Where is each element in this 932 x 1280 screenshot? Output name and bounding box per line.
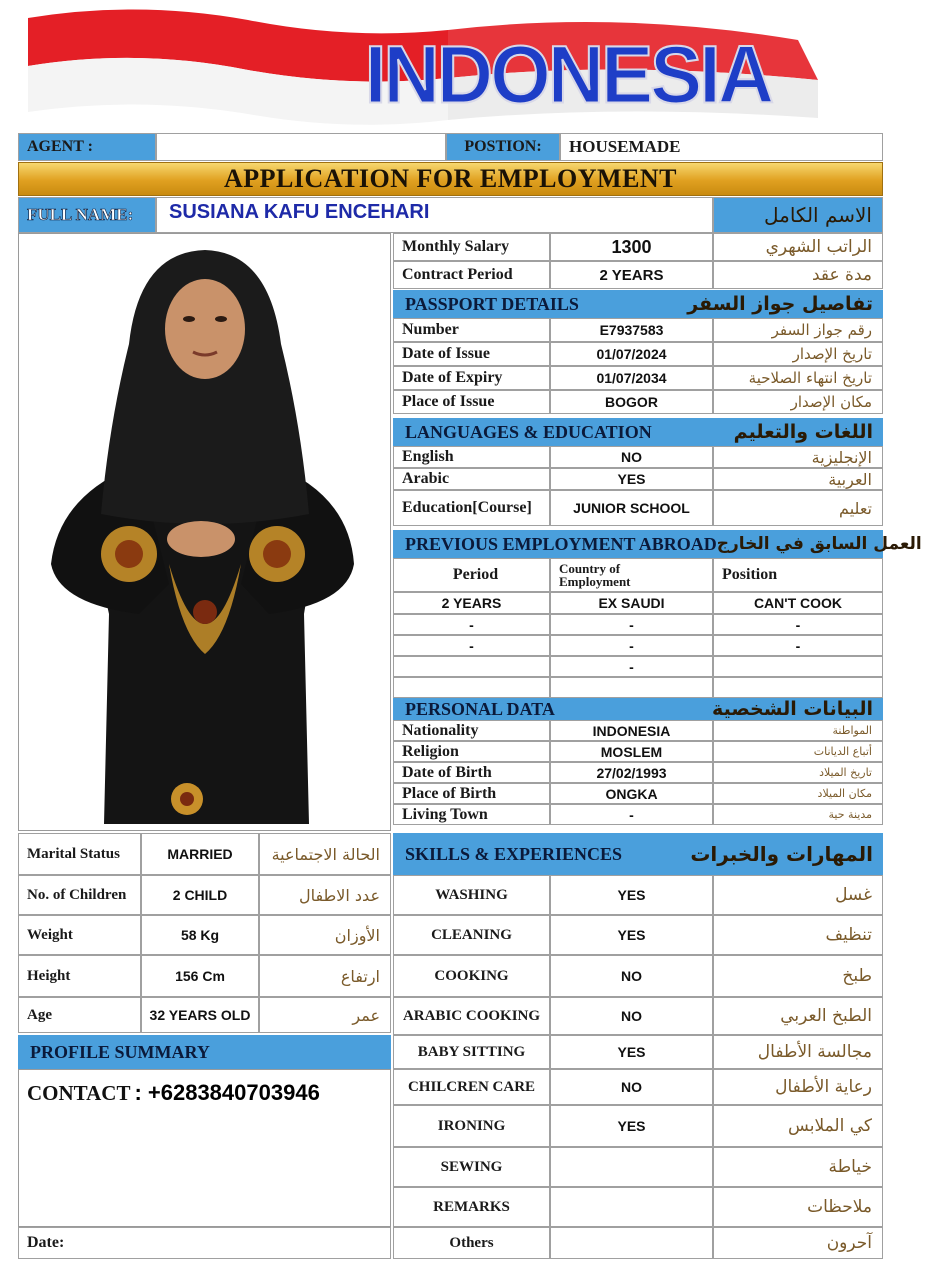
detail-value-0: MARRIED	[167, 846, 233, 862]
position-field[interactable]	[560, 133, 883, 161]
personal-arabic-1-cell	[713, 741, 883, 762]
passport-value-0-cell[interactable]	[550, 318, 713, 342]
agent-label-cell	[18, 133, 156, 161]
contract-value-1-cell[interactable]	[550, 261, 713, 289]
personal-value-0-cell[interactable]	[550, 720, 713, 741]
position-value: HOUSEMADE	[569, 137, 681, 156]
country-title: INDONESIA	[364, 27, 772, 121]
personal-arabic-4: مدينة حية	[828, 808, 872, 821]
previous-title-arabic: العمل السابق في الخارج	[716, 534, 922, 554]
skill-value-8-cell[interactable]	[550, 1187, 713, 1227]
profile-summary-header	[18, 1035, 391, 1069]
header-banner	[18, 0, 884, 130]
skill-arabic-1-cell	[713, 915, 883, 955]
passport-label-1-cell	[393, 342, 550, 366]
passport-value-1-cell[interactable]	[550, 342, 713, 366]
previous-row-3-col-2-cell[interactable]	[713, 656, 883, 677]
skill-label-0: WASHING	[435, 886, 508, 903]
skill-arabic-6: كي الملابس	[788, 1116, 872, 1136]
skill-value-1: YES	[617, 927, 646, 943]
detail-arabic-2: الأوزان	[334, 925, 380, 945]
skill-label-5: CHILCREN CARE	[407, 1078, 536, 1095]
previous-header-0: Period	[452, 566, 499, 583]
personal-value-2: 27/02/1993	[596, 764, 667, 781]
detail-arabic-0: الحالة الاجتماعية	[271, 844, 380, 864]
skill-label-1: CLEANING	[431, 926, 512, 943]
detail-label-1: No. of Children	[27, 886, 127, 903]
previous-row-2-col-2: -	[795, 637, 801, 654]
skill-value-9-cell[interactable]	[550, 1227, 713, 1259]
personal-arabic-3-cell	[713, 783, 883, 804]
skill-value-0: YES	[617, 887, 646, 903]
full-name-arabic: الاسم الكامل	[763, 203, 872, 227]
previous-row-2-col-1-cell[interactable]	[550, 635, 713, 656]
date-label: Date:	[27, 1234, 65, 1251]
skill-label-7: SEWING	[440, 1158, 503, 1175]
agent-field[interactable]	[156, 133, 446, 161]
personal-label-3: Place of Birth	[402, 784, 497, 802]
contract-arabic-0-cell	[713, 233, 883, 261]
application-title-bar	[18, 162, 883, 196]
skill-arabic-2-cell	[713, 955, 883, 997]
skill-label-4: BABY SITTING	[417, 1043, 526, 1060]
detail-value-1: 2 CHILD	[172, 887, 228, 903]
personal-value-4: -	[629, 806, 634, 823]
detail-value-3: 156 Cm	[175, 968, 225, 984]
language-label-1: Arabic	[402, 470, 450, 487]
personal-value-1: MOSLEM	[600, 743, 663, 760]
skill-value-1-cell[interactable]	[550, 915, 713, 955]
previous-title: PREVIOUS EMPLOYMENT ABROAD	[405, 533, 717, 554]
contract-value-0: 1300	[611, 236, 652, 257]
skill-label-2: COOKING	[434, 967, 509, 984]
personal-value-3-cell[interactable]	[550, 783, 713, 804]
personal-arabic-2: تاريخ الميلاد	[819, 766, 872, 779]
skill-label-6-cell	[393, 1105, 550, 1147]
skill-label-7-cell	[393, 1147, 550, 1187]
personal-label-2: Date of Birth	[402, 763, 492, 781]
skill-value-2: NO	[621, 968, 642, 984]
agent-label: AGENT :	[27, 138, 93, 155]
skill-value-3: NO	[621, 1008, 642, 1024]
detail-arabic-1: عدد الاطفال	[298, 885, 380, 905]
skills-section-header	[393, 833, 883, 875]
full-name-label: FULL NAME:	[27, 205, 134, 224]
previous-row-1-col-2-cell[interactable]	[713, 614, 883, 635]
skill-arabic-9-cell	[713, 1227, 883, 1259]
passport-title: PASSPORT DETAILS	[405, 293, 579, 314]
detail-label-0: Marital Status	[27, 845, 120, 862]
previous-row-2-col-2-cell[interactable]	[713, 635, 883, 656]
languages-title-arabic: اللغات والتعليم	[733, 421, 873, 443]
passport-label-1: Date of Issue	[402, 345, 490, 362]
previous-row-4-col-2-cell[interactable]	[713, 677, 883, 698]
contact-label: CONTACT	[27, 1081, 131, 1105]
language-arabic-1-cell	[713, 468, 883, 490]
previous-row-2-col-0-cell[interactable]	[393, 635, 550, 656]
date-field[interactable]	[18, 1227, 391, 1259]
language-label-1-cell	[393, 468, 550, 490]
skill-arabic-5: رعاية الأطفال	[775, 1077, 872, 1097]
personal-value-0: INDONESIA	[592, 722, 671, 739]
profile-summary-box	[18, 1069, 391, 1227]
previous-row-0-col-2: CAN'T COOK	[753, 595, 843, 611]
skill-arabic-5-cell	[713, 1069, 883, 1105]
passport-value-3: BOGOR	[605, 394, 658, 410]
full-name-value: SUSIANA KAFU ENCEHARI	[169, 201, 430, 223]
detail-label-2: Weight	[27, 926, 73, 943]
passport-label-2-cell	[393, 366, 550, 390]
skill-arabic-6-cell	[713, 1105, 883, 1147]
language-value-0-cell[interactable]	[550, 446, 713, 468]
previous-row-0-col-2-cell[interactable]	[713, 592, 883, 614]
detail-arabic-4: عمر	[352, 1005, 380, 1025]
passport-arabic-0-cell	[713, 318, 883, 342]
passport-value-0: E7937583	[599, 322, 664, 338]
language-arabic-0: الإنجليزية	[811, 447, 872, 467]
skill-label-8: REMARKS	[433, 1198, 510, 1215]
contract-arabic-0: الراتب الشهري	[765, 237, 872, 257]
previous-row-3-col-1: -	[629, 658, 634, 675]
application-title: APPLICATION FOR EMPLOYMENT	[223, 164, 678, 193]
personal-label-1-cell	[393, 741, 550, 762]
personal-data-header	[393, 698, 883, 720]
skill-arabic-7-cell	[713, 1147, 883, 1187]
previous-header-2: Position	[722, 566, 778, 583]
detail-label-4-cell	[18, 997, 141, 1033]
previous-header-1: Country of Employment	[559, 561, 631, 589]
skill-arabic-0-cell	[713, 875, 883, 915]
skill-label-6: IRONING	[437, 1117, 506, 1134]
language-value-1: YES	[617, 471, 646, 487]
skill-label-2-cell	[393, 955, 550, 997]
personal-value-4-cell[interactable]	[550, 804, 713, 825]
language-value-1-cell[interactable]	[550, 468, 713, 490]
skill-arabic-9: آحرون	[826, 1233, 872, 1253]
previous-row-0-col-0: 2 YEARS	[441, 595, 502, 611]
skill-arabic-4: مجالسة الأطفال	[757, 1042, 872, 1062]
skill-arabic-2: طبخ	[842, 966, 872, 986]
skill-label-0-cell	[393, 875, 550, 915]
skill-arabic-3-cell	[713, 997, 883, 1035]
language-arabic-2-cell	[713, 490, 883, 526]
detail-value-3-cell[interactable]	[141, 955, 259, 997]
language-arabic-0-cell	[713, 446, 883, 468]
previous-row-0-col-0-cell[interactable]	[393, 592, 550, 614]
detail-arabic-4-cell	[259, 997, 391, 1033]
languages-section-header	[393, 418, 883, 446]
skill-label-1-cell	[393, 915, 550, 955]
language-value-0: NO	[621, 449, 642, 465]
skill-label-9: Others	[449, 1234, 494, 1251]
detail-label-4: Age	[27, 1006, 52, 1023]
personal-arabic-1: أتباع الديانات	[813, 745, 872, 758]
passport-arabic-0: رقم جواز السفر	[771, 321, 872, 339]
personal-value-1-cell[interactable]	[550, 741, 713, 762]
passport-section-header	[393, 290, 883, 318]
passport-value-1: 01/07/2024	[596, 346, 667, 362]
personal-arabic-2-cell	[713, 762, 883, 783]
skill-arabic-7: خياطة	[828, 1157, 872, 1177]
detail-value-2-cell[interactable]	[141, 915, 259, 955]
skill-value-4: YES	[617, 1044, 646, 1060]
passport-label-3: Place of Issue	[402, 393, 495, 410]
position-label-cell	[446, 133, 560, 161]
previous-row-4-col-0-cell[interactable]	[393, 677, 550, 698]
language-label-2-cell	[393, 490, 550, 526]
skill-value-5: NO	[621, 1079, 642, 1095]
detail-value-0-cell[interactable]	[141, 833, 259, 875]
detail-value-1-cell[interactable]	[141, 875, 259, 915]
previous-row-1-col-1-cell[interactable]	[550, 614, 713, 635]
skill-arabic-8: ملاحظات	[807, 1197, 872, 1217]
skill-value-4-cell[interactable]	[550, 1035, 713, 1069]
personal-label-0-cell	[393, 720, 550, 741]
contract-value-0-cell[interactable]	[550, 233, 713, 261]
contract-label-0: Monthly Salary	[402, 238, 510, 255]
contract-label-1-cell	[393, 261, 550, 289]
contract-label-1: Contract Period	[402, 266, 513, 283]
personal-label-0: Nationality	[402, 721, 479, 739]
skill-label-9-cell	[393, 1227, 550, 1259]
language-value-2-cell[interactable]	[550, 490, 713, 526]
detail-value-4: 32 YEARS OLD	[149, 1007, 251, 1023]
previous-row-2-col-0: -	[469, 637, 474, 654]
skill-label-3-cell	[393, 997, 550, 1035]
personal-title-arabic: البيانات الشخصية	[712, 698, 873, 720]
passport-label-2: Date of Expiry	[402, 369, 503, 386]
previous-row-2-col-1: -	[629, 637, 634, 654]
previous-header-0-cell	[393, 558, 550, 592]
passport-value-2: 01/07/2034	[596, 370, 667, 386]
passport-label-0: Number	[402, 321, 459, 338]
passport-label-0-cell	[393, 318, 550, 342]
skill-value-7-cell[interactable]	[550, 1147, 713, 1187]
contact-line	[27, 1080, 320, 1106]
passport-arabic-1-cell	[713, 342, 883, 366]
previous-row-3-col-0-cell[interactable]	[393, 656, 550, 677]
detail-arabic-2-cell	[259, 915, 391, 955]
passport-value-2-cell[interactable]	[550, 366, 713, 390]
detail-label-0-cell	[18, 833, 141, 875]
language-label-0: English	[402, 448, 454, 465]
detail-arabic-3-cell	[259, 955, 391, 997]
profile-title: PROFILE SUMMARY	[30, 1041, 210, 1062]
personal-value-3: ONGKA	[605, 785, 658, 802]
previous-row-1-col-1: -	[629, 616, 634, 633]
detail-label-3: Height	[27, 967, 71, 984]
passport-value-3-cell[interactable]	[550, 390, 713, 414]
skill-value-5-cell[interactable]	[550, 1069, 713, 1105]
detail-arabic-0-cell	[259, 833, 391, 875]
contact-value: : +6283840703946	[134, 1080, 320, 1105]
detail-value-4-cell[interactable]	[141, 997, 259, 1033]
previous-row-0-col-1-cell[interactable]	[550, 592, 713, 614]
skill-arabic-1: تنظيف	[825, 925, 872, 945]
passport-arabic-2-cell	[713, 366, 883, 390]
detail-arabic-1-cell	[259, 875, 391, 915]
language-label-0-cell	[393, 446, 550, 468]
skill-value-3-cell[interactable]	[550, 997, 713, 1035]
skill-label-8-cell	[393, 1187, 550, 1227]
skill-arabic-3: الطبخ العربي	[780, 1006, 872, 1026]
personal-arabic-0-cell	[713, 720, 883, 741]
contract-value-1: 2 YEARS	[599, 266, 664, 284]
previous-row-1-col-2: -	[795, 616, 801, 633]
personal-arabic-4-cell	[713, 804, 883, 825]
full-name-arabic-cell	[713, 197, 883, 233]
applicant-photo-figure	[19, 234, 392, 832]
skills-title-arabic: المهارات والخبرات	[690, 842, 873, 866]
passport-arabic-3: مكان الإصدار	[790, 393, 872, 411]
skill-label-3: ARABIC COOKING	[402, 1007, 541, 1024]
passport-title-arabic: تفاصيل جواز السفر	[687, 293, 873, 315]
language-value-2: JUNIOR SCHOOL	[573, 500, 690, 516]
personal-label-1: Religion	[402, 742, 459, 760]
full-name-label-cell	[18, 197, 156, 233]
detail-arabic-3: ارتفاع	[340, 966, 380, 986]
personal-label-4-cell	[393, 804, 550, 825]
position-label: POSTION:	[464, 138, 542, 155]
detail-label-2-cell	[18, 915, 141, 955]
language-arabic-2: تعليم	[839, 498, 872, 518]
skill-value-6: YES	[617, 1118, 646, 1134]
contract-label-0-cell	[393, 233, 550, 261]
language-arabic-1: العربية	[828, 469, 872, 489]
previous-row-3-col-1-cell[interactable]	[550, 656, 713, 677]
skill-arabic-0: غسل	[835, 885, 872, 905]
applicant-photo	[18, 233, 391, 831]
language-label-2: Education[Course]	[402, 499, 532, 516]
detail-label-1-cell	[18, 875, 141, 915]
skill-value-6-cell[interactable]	[550, 1105, 713, 1147]
skill-label-4-cell	[393, 1035, 550, 1069]
personal-value-2-cell[interactable]	[550, 762, 713, 783]
personal-arabic-0: المواطنة	[832, 724, 872, 737]
personal-title: PERSONAL DATA	[405, 698, 555, 719]
full-name-field[interactable]	[156, 197, 713, 233]
personal-label-4: Living Town	[402, 805, 488, 823]
contract-arabic-1: مدة عقد	[811, 265, 872, 285]
skill-label-5-cell	[393, 1069, 550, 1105]
passport-arabic-3-cell	[713, 390, 883, 414]
detail-value-2: 58 Kg	[180, 927, 220, 943]
skill-arabic-4-cell	[713, 1035, 883, 1069]
detail-label-3-cell	[18, 955, 141, 997]
previous-header-1-cell	[550, 558, 713, 592]
languages-title: LANGUAGES & EDUCATION	[405, 421, 652, 442]
previous-row-0-col-1: EX SAUDI	[598, 595, 665, 611]
previous-row-1-col-0: -	[469, 616, 474, 633]
passport-arabic-1: تاريخ الإصدار	[792, 345, 872, 363]
previous-employment-header	[393, 530, 922, 558]
passport-arabic-2: تاريخ انتهاء الصلاحية	[748, 369, 872, 387]
contract-arabic-1-cell	[713, 261, 883, 289]
passport-label-3-cell	[393, 390, 550, 414]
personal-label-3-cell	[393, 783, 550, 804]
skills-title: SKILLS & EXPERIENCES	[405, 843, 623, 864]
personal-arabic-3: مكان الميلاد	[817, 787, 872, 800]
previous-row-4-col-1-cell[interactable]	[550, 677, 713, 698]
skill-value-2-cell[interactable]	[550, 955, 713, 997]
personal-label-2-cell	[393, 762, 550, 783]
skill-arabic-8-cell	[713, 1187, 883, 1227]
skill-value-0-cell[interactable]	[550, 875, 713, 915]
previous-row-1-col-0-cell[interactable]	[393, 614, 550, 635]
previous-header-2-cell	[713, 558, 883, 592]
